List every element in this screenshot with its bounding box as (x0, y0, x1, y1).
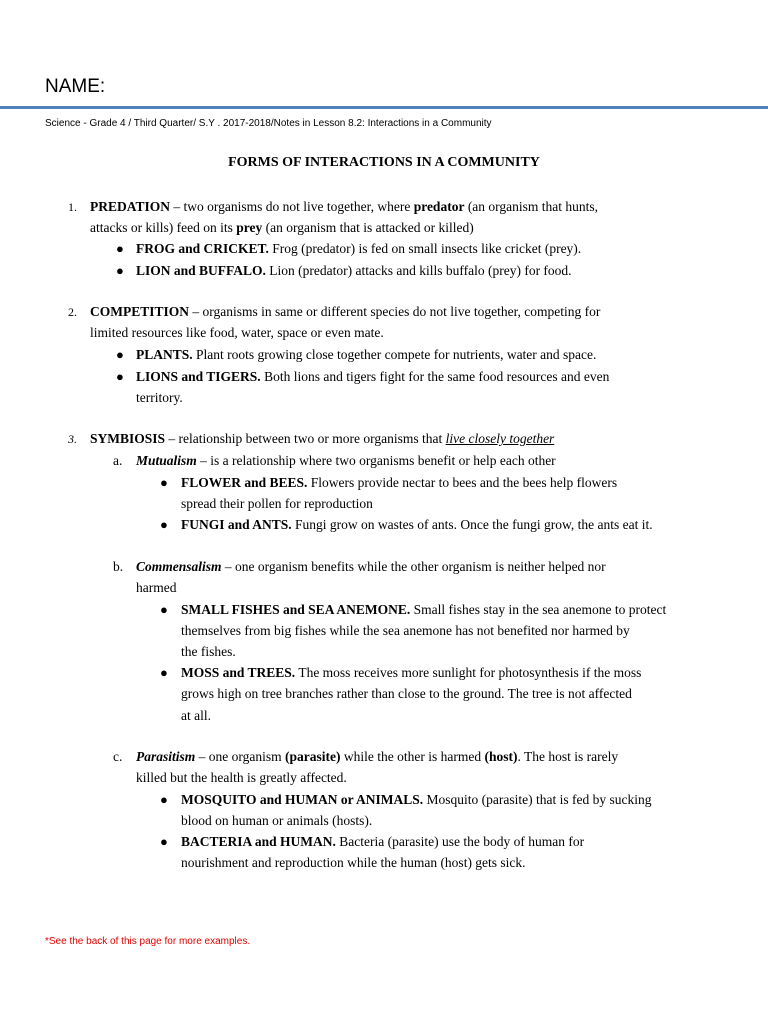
parasitism-example-2-cont: nourishment and reproduction while the human (host) gets sick. (181, 855, 526, 870)
mutualism-example-2 (181, 514, 653, 535)
commensalism-example-1-cont: themselves from big fishes while the sea anemone has not benefited nor harmed by (181, 623, 630, 638)
example-term: MOSQUITO and HUMAN or ANIMALS. (181, 792, 424, 807)
bullet-icon: ● (160, 602, 168, 617)
definition-text: while the other is harmed (340, 749, 485, 764)
bullet-icon: ● (116, 347, 124, 362)
example-text: The moss receives more sunlight for photosynthesis if the moss (295, 665, 642, 680)
example-term: FLOWER and BEES. (181, 475, 308, 490)
commensalism-example-1-cont2: the fishes. (181, 644, 236, 659)
example-text: Small fishes stay in the sea anemone to protect (410, 602, 667, 617)
example-term: LIONS and TIGERS. (136, 369, 261, 384)
commensalism-example-1 (181, 599, 666, 620)
example-term: BACTERIA and HUMAN. (181, 834, 336, 849)
letter-a: a. (113, 453, 123, 468)
predation-line-2 (90, 217, 474, 238)
example-text: Mosquito (parasite) that is fed by sucking (423, 792, 652, 807)
bullet-icon: ● (116, 369, 124, 384)
mutualism-example-1 (181, 472, 617, 493)
example-term: LION and BUFFALO. (136, 263, 266, 278)
parasitism-example-2 (181, 831, 584, 852)
example-text: Both lions and tigers fight for the same food resources and even (260, 369, 610, 384)
bullet-icon: ● (116, 263, 124, 278)
mutualism-definition (136, 450, 556, 471)
bullet-icon: ● (160, 792, 168, 807)
header-rule (0, 106, 768, 109)
competition-term: COMPETITION (90, 304, 190, 319)
parasitism-example-1-cont: blood on human or animals (hosts). (181, 813, 373, 828)
item-number-3: 3. (68, 432, 77, 446)
item-number-1: 1. (68, 200, 77, 214)
predation-term: PREDATION (90, 199, 171, 214)
example-text: Fungi grow on wastes of ants. Once the fungi grow, the ants eat it. (291, 517, 653, 532)
example-term: MOSS and TREES. (181, 665, 296, 680)
definition-text: – one organism (195, 749, 286, 764)
example-text: Bacteria (parasite) use the body of human for (335, 834, 585, 849)
bullet-icon: ● (160, 665, 168, 680)
predation-text: (an organism that is attacked or killed) (262, 220, 474, 235)
definition-text: . The host is rarely (517, 749, 619, 764)
page-title: FORMS OF INTERACTIONS IN A COMMUNITY (228, 155, 540, 170)
parasitism-definition (136, 746, 618, 767)
competition-line-1 (90, 301, 600, 322)
subheader: Science - Grade 4 / Third Quarter/ S.Y . 2017-2018/Notes in Lesson 8.2: Interactions in a Community (45, 118, 492, 129)
predation-text: – two organisms do not live together, where (170, 199, 414, 214)
commensalism-example-2-cont: grows high on tree branches rather than close to the ground. The tree is not affected (181, 686, 632, 701)
commensalism-term: Commensalism (136, 559, 222, 574)
predation-text: (an organism that hunts, (464, 199, 599, 214)
name-label: NAME: (45, 76, 106, 97)
competition-text: – organisms in same or different species do not live together, competing for (189, 304, 601, 319)
bullet-icon: ● (160, 834, 168, 849)
symbiosis-term: SYMBIOSIS (90, 431, 166, 446)
mutualism-term: Mutualism (136, 453, 197, 468)
example-term: SMALL FISHES and SEA ANEMONE. (181, 602, 411, 617)
symbiosis-line-1 (90, 428, 554, 449)
letter-c: c. (113, 749, 123, 764)
prey-term: prey (236, 220, 263, 235)
example-text: Frog (predator) is fed on small insects like cricket (prey). (268, 241, 582, 256)
definition-text: – one organism benefits while the other organism is neither helped nor (221, 559, 606, 574)
underlined-phrase: live closely together (445, 431, 555, 446)
competition-example-1 (136, 344, 596, 365)
symbiosis-text: – relationship between two or more organisms that (165, 431, 446, 446)
parasite-term: (parasite) (285, 749, 341, 764)
commensalism-example-2 (181, 662, 641, 683)
example-term: FROG and CRICKET. (136, 241, 269, 256)
predation-example-2 (136, 260, 572, 281)
bullet-icon: ● (160, 517, 168, 532)
competition-example-2 (136, 366, 609, 387)
example-term: PLANTS. (136, 347, 193, 362)
predation-example-1 (136, 238, 581, 259)
parasitism-definition-cont: killed but the health is greatly affected. (136, 770, 347, 785)
parasitism-example-1 (181, 789, 652, 810)
commensalism-definition (136, 556, 606, 577)
bullet-icon: ● (116, 241, 124, 256)
letter-b: b. (113, 559, 124, 574)
example-text: Plant roots growing close together compete for nutrients, water and space. (192, 347, 597, 362)
competition-line-2: limited resources like food, water, space or even mate. (90, 325, 384, 340)
definition-text: – is a relationship where two organisms benefit or help each other (196, 453, 556, 468)
mutualism-example-1-cont: spread their pollen for reproduction (181, 496, 373, 511)
parasitism-term: Parasitism (136, 749, 196, 764)
predation-text: attacks or kills) feed on its (90, 220, 237, 235)
competition-example-2-cont: territory. (136, 390, 183, 405)
item-number-2: 2. (68, 305, 77, 319)
predation-line-1 (90, 196, 598, 217)
example-text: Flowers provide nectar to bees and the bees help flowers (307, 475, 618, 490)
example-text: Lion (predator) attacks and kills buffalo (prey) for food. (265, 263, 572, 278)
commensalism-example-2-cont2: at all. (181, 708, 211, 723)
footnote: *See the back of this page for more examples. (45, 936, 251, 947)
bullet-icon: ● (160, 475, 168, 490)
example-term: FUNGI and ANTS. (181, 517, 292, 532)
host-term: (host) (484, 749, 518, 764)
commensalism-definition-cont: harmed (136, 580, 177, 595)
predator-term: predator (413, 199, 465, 214)
